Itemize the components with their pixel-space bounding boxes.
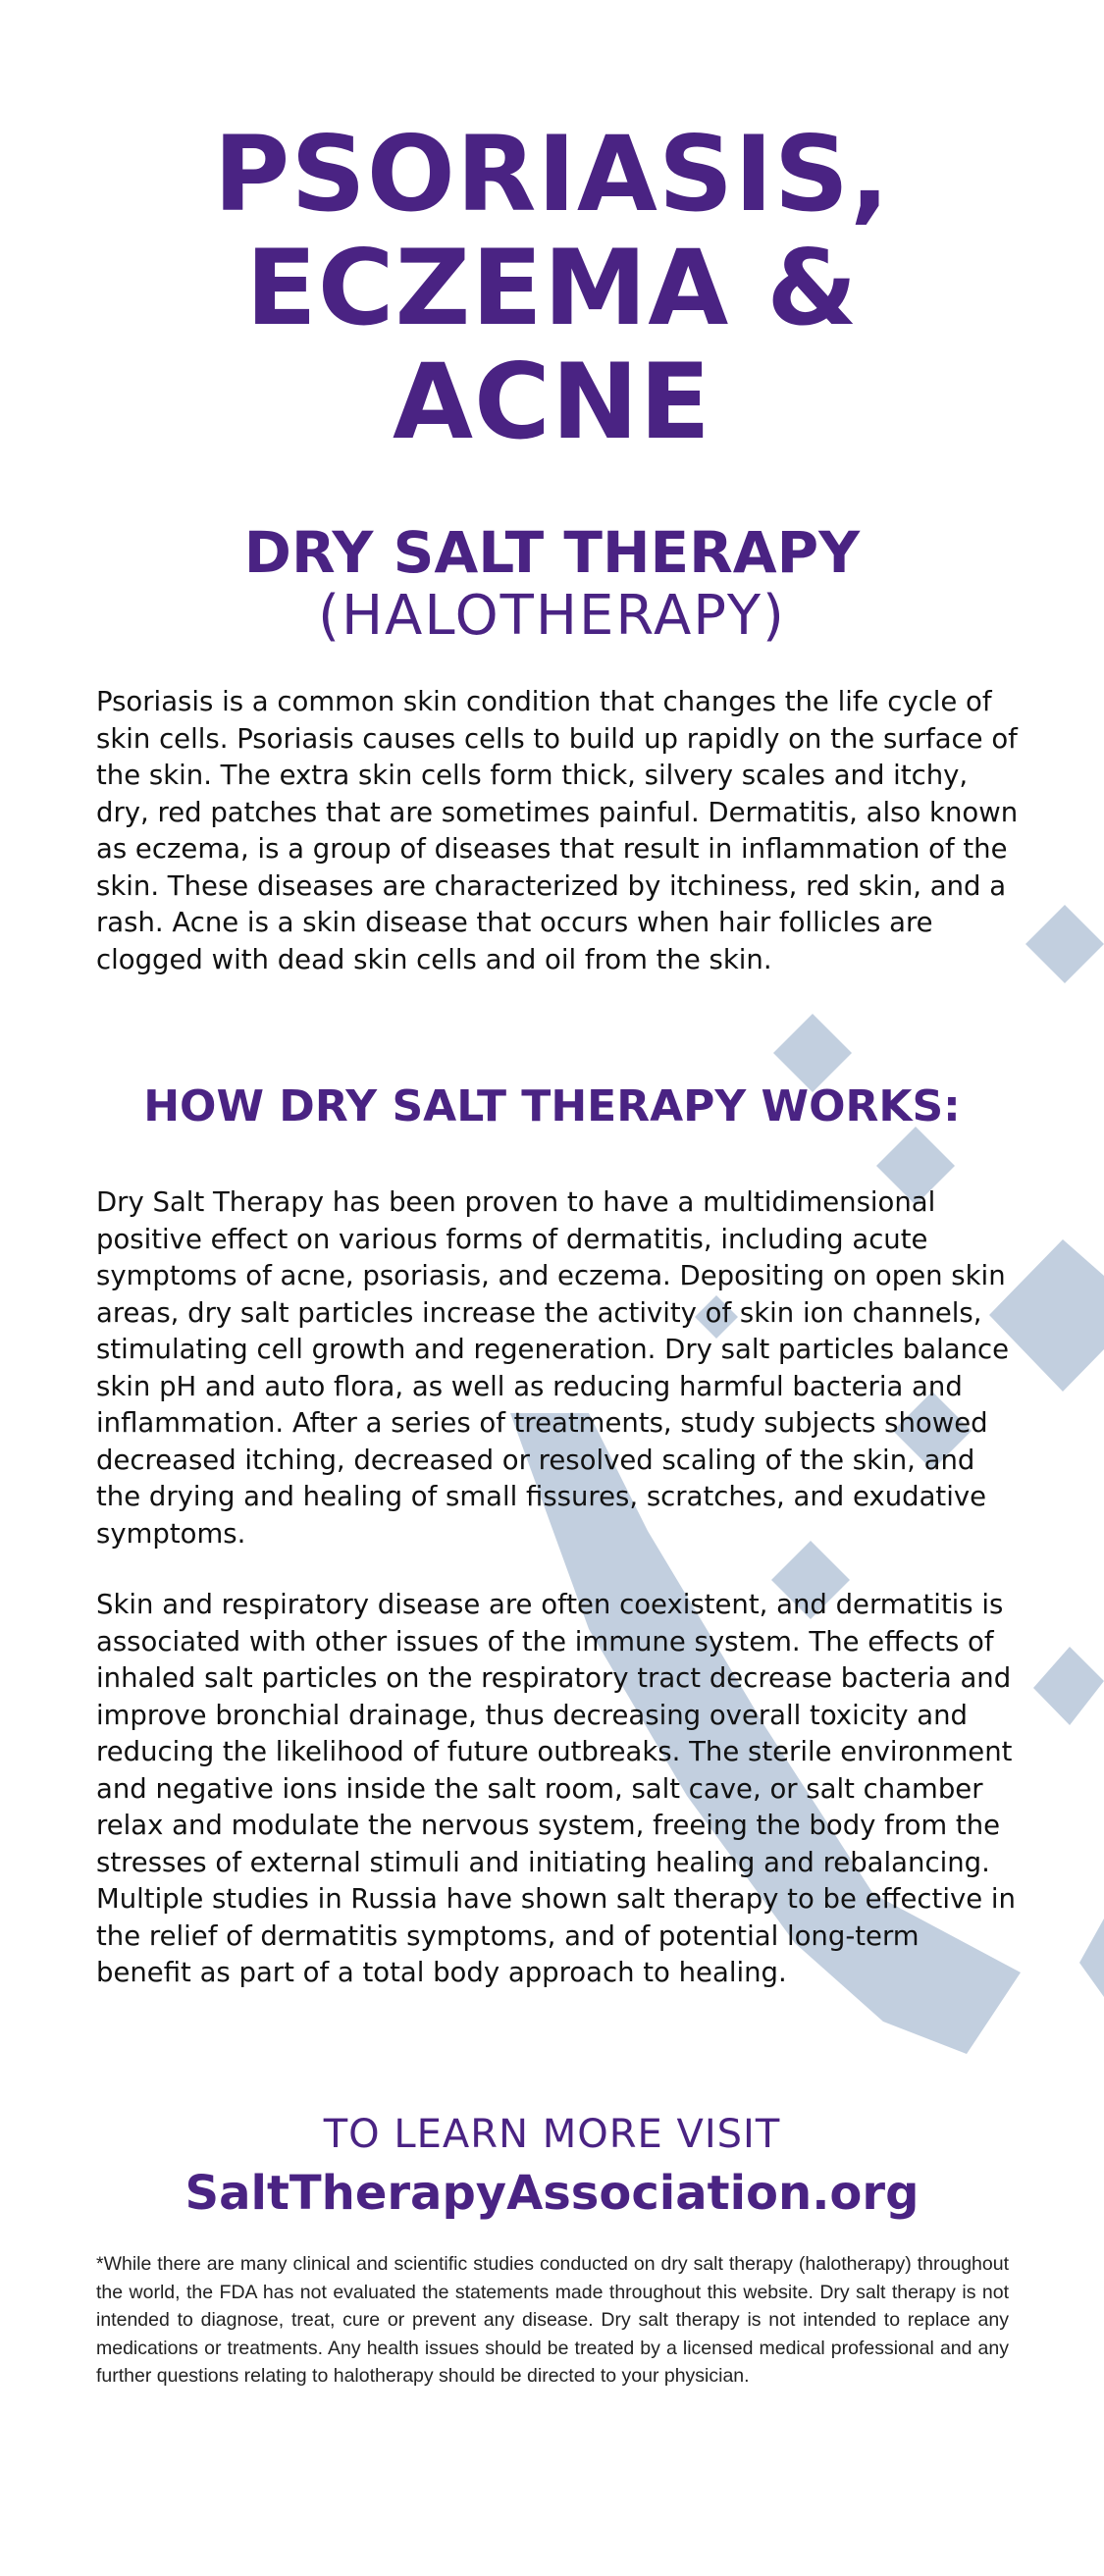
title-line-2: ECZEMA & [245,228,859,348]
title-line-1: PSORIASIS, [213,114,891,235]
salt-diamond-shape [1025,905,1104,983]
disclaimer-text: *While there are many clinical and scientific studies conducted on dry salt therapy (halotherapy) throughout the world, the FDA has not evaluated the statements made throughout this website. Dry salt therapy is not intended to diagnose, treat, cure or prevent any disease. Dry salt therapy is not intended to replace any medications or treatments. Any health issues should be treated by a licensed medical professional and any further questions relating to halotherapy should be directed to your physician. [96,2253,1009,2387]
cta-text: TO LEARN MORE VISIT [323,2112,781,2157]
subtitle: DRY SALT THERAPY [243,519,861,586]
body-paragraph-1: Dry Salt Therapy has been proven to have a multidimensional positive effect on various forms of dermatitis, including acute symptoms of acne, psoriasis, and eczema. Depositing on open skin areas, dry salt particles increase the activity of skin ion channels, stimulating cell growth and regeneration. Dry salt particles balance skin pH and auto flora, as well as reducing harmful bacteria and inflammation. After a series of treatments, study subjects showed decreased itching, decreased or resolved scaling of the skin, and the drying and healing of small fissures, scratches, and exudative symptoms. [96,1186,1010,1550]
intro-paragraph: Psoriasis is a common skin condition that changes the life cycle of skin cells. Psoriasis causes cells to build up rapidly on the surface of the skin. The extra skin cells form thick, silvery scales and itchy, dry, red patches that are sometimes painful. Dermatitis, also known as eczema, is a group of diseases that result in inflammation of the skin. These diseases are characterized by itchiness, red skin, and a rash. Acne is a skin disease that occurs when hair follicles are clogged with dead skin cells and oil from the skin. [96,686,1019,975]
subtitle-parenthetical: (HALOTHERAPY) [318,584,786,648]
salt-diamond-shape [1079,1919,1104,1997]
salt-diamond-shape [1033,1647,1104,1725]
body-paragraph-2: Skin and respiratory disease are often coexistent, and dermatitis is associated with other issues of the immune system. The effects of inhaled salt particles on the respiratory tract decrease bacteria and improve bronchial drainage, thus decreasing overall toxicity and reducing the likelihood of future outbreaks. The sterile environment and negative ions inside the salt room, salt cave, or salt chamber relax and modulate the nervous system, freeing the body from the stresses of external stimuli and initiating healing and rebalancing. Multiple studies in Russia have shown salt therapy to be effective in the relief of dermatitis symptoms, and of potential long-term benefit as part of a total body approach to healing. [96,1589,1016,1988]
main-title [0,114,1104,462]
website-link[interactable]: SaltTherapyAssociation.org [184,2166,920,2221]
title-line-3: ACNE [393,342,711,462]
section-heading: HOW DRY SALT THERAPY WORKS: [143,1081,961,1131]
